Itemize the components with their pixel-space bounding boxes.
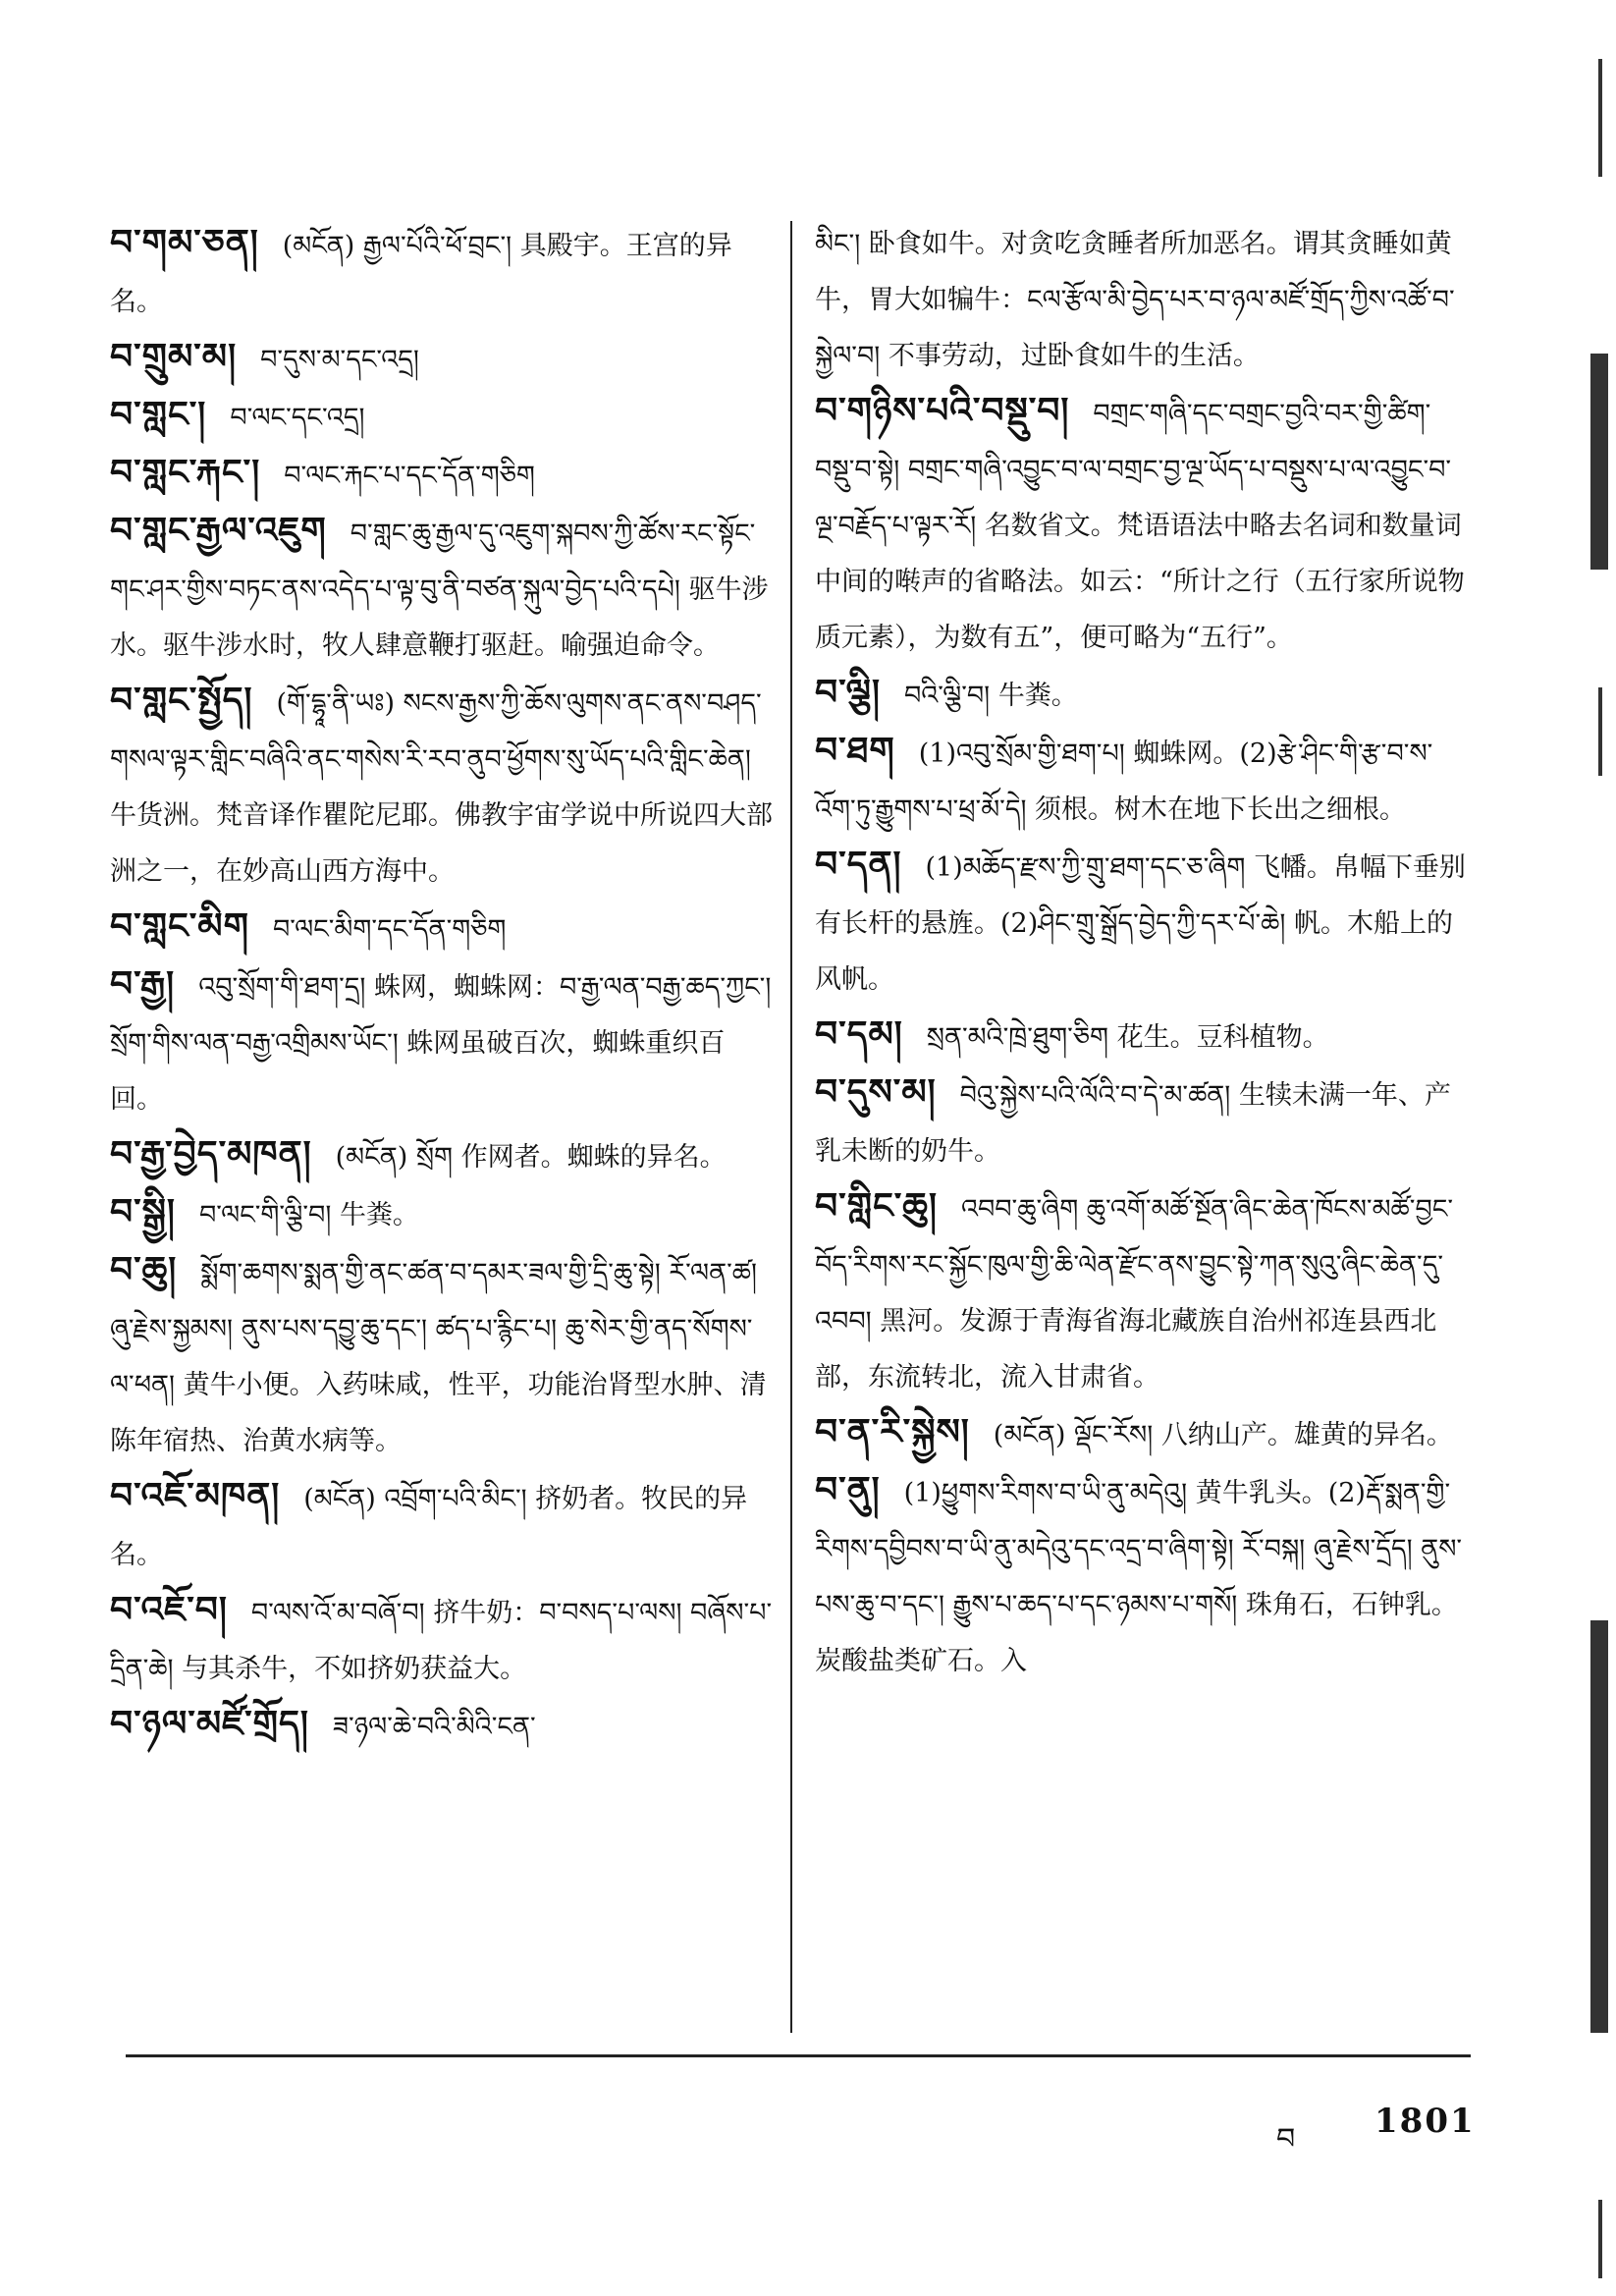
dictionary-entry [110,1697,774,1755]
entry-headword: བ་གླང་སྤྱོད། [110,681,253,721]
right-column [815,216,1469,1689]
dictionary-entry [815,384,1469,666]
dictionary-entry [815,724,1469,838]
entry-headword: བ་ཐག [815,731,895,771]
entry-definition: སྲན་མའི་ཁྲེ་ཐུག་ཅིག 花生。豆科植物。 [926,1022,1329,1053]
column-divider [790,221,792,2033]
entry-headword: བ་ཆུ། [110,1250,178,1290]
page-number: 1801 [1374,2102,1476,2141]
entry-definition: མིང་། 卧食如牛。对贪吃贪睡者所加恶名。谓其贪睡如黄牛，胃大如犏牛：ངལ་རྩོལ་མི་བྱེད་པར་བ་ཉལ་མཛོ་གྲོད་ཀྱིས་འཚོ་བ་སྐྱེལ་བ། 不事劳动，过卧食如牛的生活。 [815,229,1455,371]
dictionary-entry [110,216,774,330]
entry-definition: (མངོན) རྒྱལ་པོའི་ཕོ་བྲང་། 具殿宇。王宫的异名。 [110,231,732,317]
entry-headword: བ་དན། [815,845,902,885]
dictionary-entry [110,388,774,446]
entry-definition: བགྲང་གཞི་དང་བགྲང་བྱའི་བར་གྱི་ཚིག་བསྡུ་བ་སྟེ། བགྲང་གཞི་འབྱུང་བ་ལ་བགྲང་བྱ་ལྔ་ཡོད་པ་བསྡུས་པ་ལ་འབྱུང་བ་ལྔ་བརྗོད་པ་ལྟར་རོ། 名数省文。梵语语法中略去名词和数量词中间的啭声的省略法。如云：“所计之行（五行家所说物质元素），为数有五”，便可略为“五行”。 [815,399,1465,653]
entry-definition: (མངོན) སྲོག 作网者。蜘蛛的异名。 [335,1142,727,1173]
dictionary-entry [110,1469,774,1583]
entry-definition: བ་ལང་དང་འདྲ། [230,403,365,433]
entry-definition: (གོ་དྷཱ་ནི་ཡཿ) སངས་རྒྱས་ཀྱི་ཆོས་ལུགས་ནང་ནས་བཤད་གསལ་ལྟར་གླིང་བཞིའི་ནང་གསེས་རི་རབ་ནུབ་ཕྱོགས་སུ་ཡོད་པའི་གླིང་ཆེན། 牛货洲。梵音译作瞿陀尼耶。佛教宇宙学说中所说四大部洲之一，在妙高山西方海中。 [110,688,773,887]
dictionary-entry [815,1066,1469,1179]
entry-headword: བ་གམ་ཅན། [110,223,259,263]
dictionary-entry [815,1008,1469,1066]
dictionary-entry [815,216,1469,384]
dictionary-entry [110,1583,774,1697]
entry-headword: བ་རྒྱ། [110,964,176,1005]
left-column [110,216,774,1755]
entry-headword: བ་ལྕི། [815,673,881,713]
entry-headword: བ་དམ། [815,1014,903,1055]
entry-definition: སྨོག་ཆགས་སྨན་གྱི་ནང་ཚན་བ་དམར་ཟལ་གྱི་དྲི་ཆུ་སྟེ། རོ་ལན་ཚ། ཞུ་རྗེས་སྐྱམས། ནུས་པས་དབྱུ་ཆུ་དང་། ཚད་པ་རྙིང་པ། ཆུ་སེར་གྱི་ནད་སོགས་ལ་ཕན། 黄牛小便。入药味咸，性平，功能治肾型水肿、清陈年宿热、治黄水病等。 [110,1258,767,1456]
dictionary-entry [110,674,774,900]
entry-headword: བ་འཇོ་མཁན། [110,1476,281,1516]
entry-definition: (མངོན) ལྡོང་རོས། 八纳山产。雄黄的异名。 [993,1420,1453,1450]
entry-definition: ཟ་ཉལ་ཆེ་བའི་མིའི་ངན་ [332,1712,536,1742]
entry-headword: བ་འཇོ་བ། [110,1590,228,1630]
dictionary-entry [110,900,774,957]
entry-headword: བ་རྒྱ་བྱེད་མཁན། [110,1134,312,1175]
entry-definition: བ་ལང་རྐང་པ་དང་དོན་གཅིག [284,461,535,491]
footer-rule [126,2054,1471,2057]
dictionary-entry [110,957,774,1127]
dictionary-entry [815,1179,1469,1405]
entry-definition: བ་ལང་གི་ལྕི་བ། 牛粪。 [198,1200,419,1230]
page-section-letter: བ [1276,2122,1296,2157]
entry-headword: བ་གླང་། [110,395,207,435]
dictionary-entry [110,1185,774,1243]
entry-headword: བ་གླང་རྐང་། [110,453,261,493]
entry-headword: བ་དུས་མ། [815,1072,937,1113]
entry-definition: བ་གླང་ཆུ་རྒྱལ་དུ་འཇུག་སྐབས་ཀྱི་ཚོས་རང་སྟོང་གང་ཤར་གྱིས་བཏང་ནས་འདེད་པ་ལྟ་བུ་ནི་བཙན་སྐུལ་བྱེད་པའི་དཔེ། 驱牛涉水。驱牛涉水时，牧人肆意鞭打驱赶。喻强迫命令。 [110,519,769,661]
entry-headword: བ་གླང་མིག [110,906,249,947]
entry-headword: བ་ཉལ་མཛོ་གྲོད། [110,1704,309,1744]
entry-definition: (1)མཆོད་རྫས་ཀྱི་གྲུ་ཐག་དང་ཅ་ཞིག 飞幡。帛幅下垂别有长杆的悬旌。(2)ཤིང་གྲུ་སྒྲོད་བྱེད་ཀྱི་དར་པོ་ཆེ། 帆。木船上的风帆。 [815,852,1466,995]
entry-definition: བའི་ལྕི་བ། 牛粪。 [903,681,1078,711]
dictionary-entry [110,330,774,388]
dictionary-entry [815,666,1469,724]
entry-definition: (1)ཕྱུགས་རིགས་བ་ཡི་ནུ་མདེའུ། 黄牛乳头。(2)རྡོ་སྨན་གྱི་རིགས་དབྱིབས་བ་ཡི་ནུ་མདེའུ་དང་འདྲ་བ་ཞིག་སྟེ། རོ་བསྐ། ཞུ་རྗེས་དྲོད། ནུས་པས་ཆུ་བ་དང་། རྒྱུས་པ་ཆད་པ་དང་ཉམས་པ་གསོ། 珠角石，石钟乳。炭酸盐类矿石。入 [815,1478,1463,1676]
entry-headword: བ་སྒྱི། [110,1192,176,1232]
entry-definition: བ་དུས་མ་དང་འདྲ། [260,345,419,375]
entry-headword: བ་གྲུམ་མ། [110,337,238,377]
scan-edge-marks [1577,0,1616,2296]
entry-definition: བ་ལང་མིག་དང་དོན་གཅིག [272,914,507,945]
dictionary-entry [110,504,774,674]
entry-definition: འབབ་ཆུ་ཞིག ཆུ་འགོ་མཚོ་སྔོན་ཞིང་ཆེན་ཁོངས་མཚོ་བྱང་བོད་རིགས་རང་སྐྱོང་ཁུལ་གྱི་ཆི་ལེན་རྫོང་ནས་བྱུང་སྟེ་ཀན་སུའུ་ཞིང་ཆེན་དུ་འབབ། 黑河。发源于青海省海北藏族自治州祁连县西北部，东流转北，流入甘肃省。 [815,1194,1453,1393]
dictionary-entry [815,1463,1469,1689]
entry-headword: བ་གླིང་ཆུ། [815,1186,938,1227]
dictionary-entry [110,1243,774,1469]
dictionary-entry [110,446,774,504]
dictionary-entry [815,1405,1469,1463]
entry-headword: བ་གཉིས་པའི་བསྡུ་བ། [815,391,1070,431]
entry-definition: བ་ལས་འོ་མ་བཞོ་བ། 挤牛奶：བ་བསད་པ་ལས། བཞོས་པ་དྲིན་ཆེ། 与其杀牛，不如挤奶获益大。 [110,1598,773,1684]
entry-definition: བེའུ་སྐྱེས་པའི་ལོའི་བ་དེ་མ་ཚན། 生犊未满一年、产乳未断的奶牛。 [815,1080,1451,1167]
entry-definition: འབུ་སྲོག་གི་ཐག་དྲ། 蛛网，蜘蛛网：བ་རྒྱ་ལན་བརྒྱ་ཆད་ཀྱང་། སྲོག་གིས་ལན་བརྒྱ་འགྲིམས་ཡོང་། 蛛网虽破百次，蜘蛛重织百回。 [110,972,772,1115]
entry-definition: (1)འབུ་སྲོམ་གྱི་ཐག་པ། 蜘蛛网。(2)རྩེ་ཤིང་གི་རྩ་བ་ས་འོག་ཏུ་རྒྱུགས་པ་ཕྲ་མོ་དེ། 须根。树木在地下长出之细根。 [815,738,1433,825]
entry-headword: བ་ནུ། [815,1470,881,1510]
entry-definition: (མངོན) འབྲོག་པའི་མིང་། 挤奶者。牧民的异名。 [110,1484,748,1570]
entry-headword: བ་གླང་རྒྱལ་འཇུག [110,511,327,551]
entry-headword: བ་ན་རི་སྐྱེས། [815,1412,970,1452]
dictionary-entry [815,838,1469,1008]
dictionary-entry [110,1127,774,1185]
